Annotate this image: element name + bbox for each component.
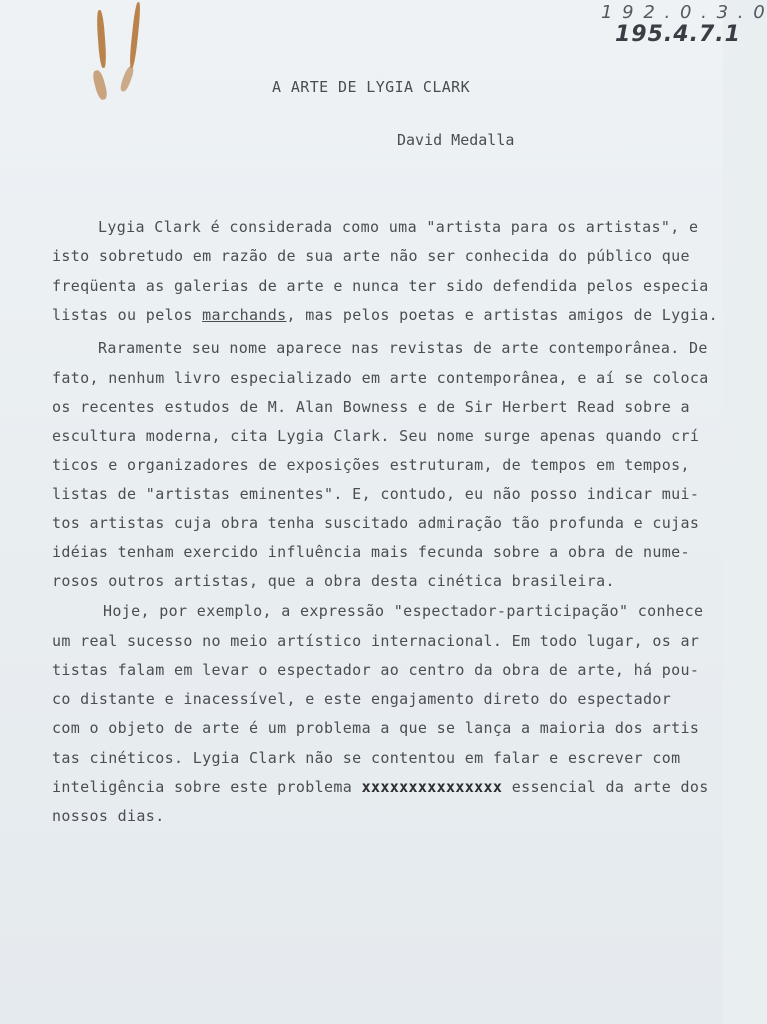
document-title: A ARTE DE LYGIA CLARK xyxy=(272,78,471,96)
text-line: fato, nenhum livro especializado em arte contemporânea, e aí se coloca xyxy=(52,369,709,387)
text-line: um real sucesso no meio artístico internacional. Em todo lugar, os ar xyxy=(52,632,700,650)
coffee-stain xyxy=(129,2,142,68)
coffee-stain xyxy=(119,65,135,92)
text-line: Lygia Clark é considerada como uma "artista para os artistas", e xyxy=(98,218,699,236)
text-fragment: inteligência sobre este problema xyxy=(52,778,353,796)
document-author: David Medalla xyxy=(397,131,515,149)
text-line: ticos e organizadores de exposições estruturam, de tempos em tempos, xyxy=(52,456,690,474)
text-line: tas cinéticos. Lygia Clark não se contentou em falar e escrever com xyxy=(52,749,681,767)
text-line: nossos dias. xyxy=(52,807,165,825)
underlined-word: marchands xyxy=(202,306,287,324)
coffee-stain xyxy=(96,10,107,68)
text-line: rosos outros artistas, que a obra desta cinética brasileira. xyxy=(52,572,615,590)
text-line: tistas falam em levar o espectador ao centro da obra de arte, há pou- xyxy=(52,661,700,679)
text-line: Raramente seu nome aparece nas revistas de arte contemporânea. De xyxy=(98,339,708,357)
archive-code-number: 195.4.7.1 xyxy=(615,22,741,47)
text-line: escultura moderna, cita Lygia Clark. Seu nome surge apenas quando crí xyxy=(52,427,700,445)
struck-out-text: xxxxxxxxxxxxxxx xyxy=(361,778,503,796)
archive-code-top: 1 9 2 . 0 . 3 . 0 xyxy=(601,2,767,23)
text-line: isto sobretudo em razão de sua arte não ser conhecida do público que xyxy=(52,247,690,265)
text-line: freqüenta as galerias de arte e nunca ter sido defendida pelos especia xyxy=(52,277,709,295)
text-line: idéias tenham exercido influência mais fecunda sobre a obra de nume- xyxy=(52,543,690,561)
text-line: os recentes estudos de M. Alan Bowness e de Sir Herbert Read sobre a xyxy=(52,398,690,416)
text-line: co distante e inacessível, e este engajamento direto do espectador xyxy=(52,690,672,708)
text-line: Hoje, por exemplo, a expressão "espectador-participação" conhece xyxy=(103,602,704,620)
text-line: listas de "artistas eminentes". E, contudo, eu não posso indicar mui- xyxy=(52,485,700,503)
text-line: com o objeto de arte é um problema a que se lança a maioria dos artis xyxy=(52,719,700,737)
text-line: tos artistas cuja obra tenha suscitado admiração tão profunda e cujas xyxy=(52,514,700,532)
text-fragment: essencial da arte dos xyxy=(511,778,709,796)
text-line-with-strikeout xyxy=(52,778,709,796)
text-line: listas ou pelos marchands, mas pelos poetas e artistas amigos de Lygia. xyxy=(52,306,719,324)
coffee-stain xyxy=(91,69,108,101)
